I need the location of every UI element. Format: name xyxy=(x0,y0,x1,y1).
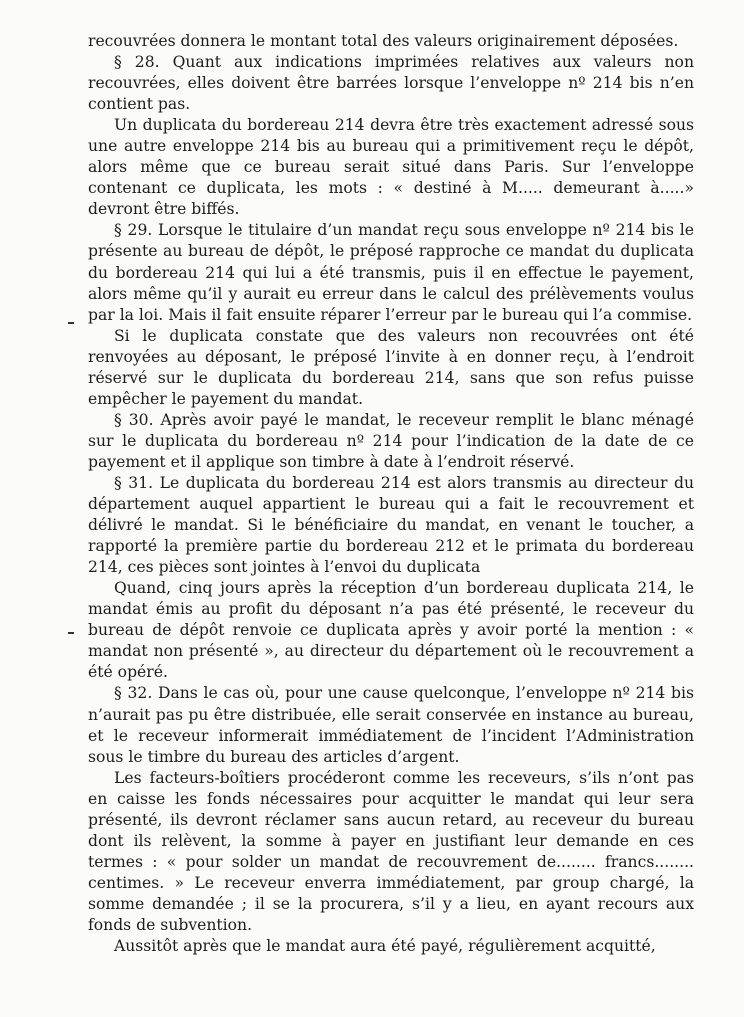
paragraph-mandat-non-presente: Quand, cinq jours après la réception d’un bordereau duplicata 214, le mandat émis au profit du déposant n’a pas été présenté, le receveur du bureau de dépôt renvoie ce duplicata après y avoir porté la mention : « mandat non présenté », au directeur du département où le recouvrement a été opéré. xyxy=(88,579,694,682)
paragraph-duplicata-envoi: Un duplicata du bordereau 214 devra être très exactement adressé sous une autre enveloppe 214 bis au bureau qui a primitivement reçu le dépôt, alors même que ce bureau serait situé dans Paris. Sur l’enveloppe contenant ce duplicata, les mots : « destiné à M..... demeurant à.....» devront être biffés. xyxy=(88,116,694,219)
margin-tick-mark xyxy=(68,632,74,634)
paragraph-valeurs-renvoyees: Si le duplicata constate que des valeurs non recouvrées ont été renvoyées au déposant, le préposé l’invite à en donner reçu, à l’endroit réservé sur le duplicata du bordereau 214, sans que son refus puisse empêcher le payement du mandat. xyxy=(88,326,694,408)
document-body xyxy=(88,31,694,957)
paragraph-facteurs-boitiers: Les facteurs-boîtiers procéderont comme les receveurs, s’ils n’ont pas en caisse les fonds nécessaires pour acquitter le mandat qui leur sera présenté, ils devront réclamer sans aucun retard, au receveur du bureau dont ils relèvent, la somme à payer en justifiant leur demande en ces termes : « pour solder un mandat de recouvrement de........ francs........ centimes. » Le receveur enverra immédiatement, par group chargé, la somme demandée ; il se la procurera, s’il y a lieu, en ayant recours aux fonds de subvention. xyxy=(88,768,694,934)
paragraph-continuation: recouvrées donnera le montant total des valeurs originairement déposées. xyxy=(88,32,679,50)
paragraph-article-28: § 28. Quant aux indications imprimées relatives aux valeurs non recouvrées, elles doivent être barrées lorsque l’enveloppe nº 214 bis n’en contient pas. xyxy=(88,53,694,114)
paragraph-article-31: § 31. Le duplicata du bordereau 214 est alors transmis au directeur du département auquel appartient le bureau qui a fait le recouvrement et délivré le mandat. Si le bénéficiaire du mandat, en venant le toucher, a rapporté la première partie du bordereau 212 et le primata du bordereau 214, ces pièces sont jointes à l’envoi du duplicata xyxy=(88,473,694,577)
paragraph-article-30: § 30. Après avoir payé le mandat, le receveur remplit le blanc ménagé sur le duplicata du bordereau nº 214 pour l’indication de la date de ce payement et il applique son timbre à date à l’endroit réservé. xyxy=(88,410,694,471)
paragraph-article-32: § 32. Dans le cas où, pour une cause quelconque, l’enveloppe nº 214 bis n’aurait pas pu être distribuée, elle serait conservée en instance au bureau, et le receveur informerait immédiatement de l’incident l’Administration sous le timbre du bureau des articles d’argent. xyxy=(88,684,694,766)
margin-tick-mark xyxy=(68,322,74,324)
paragraph-final-fragment: Aussitôt après que le mandat aura été payé, régulièrement acquitté, xyxy=(114,937,656,956)
paragraph-article-29: § 29. Lorsque le titulaire d’un mandat reçu sous enveloppe nº 214 bis le présente au bureau de dépôt, le préposé rapproche ce mandat du duplicata du bordereau 214 qui lui a été transmis, puis il en effectue le payement, alors même qu’il y aurait eu erreur dans le calcul des prélèvements voulus par la loi. Mais il fait ensuite réparer l’erreur par le bureau qui l’a commise. xyxy=(88,221,694,324)
